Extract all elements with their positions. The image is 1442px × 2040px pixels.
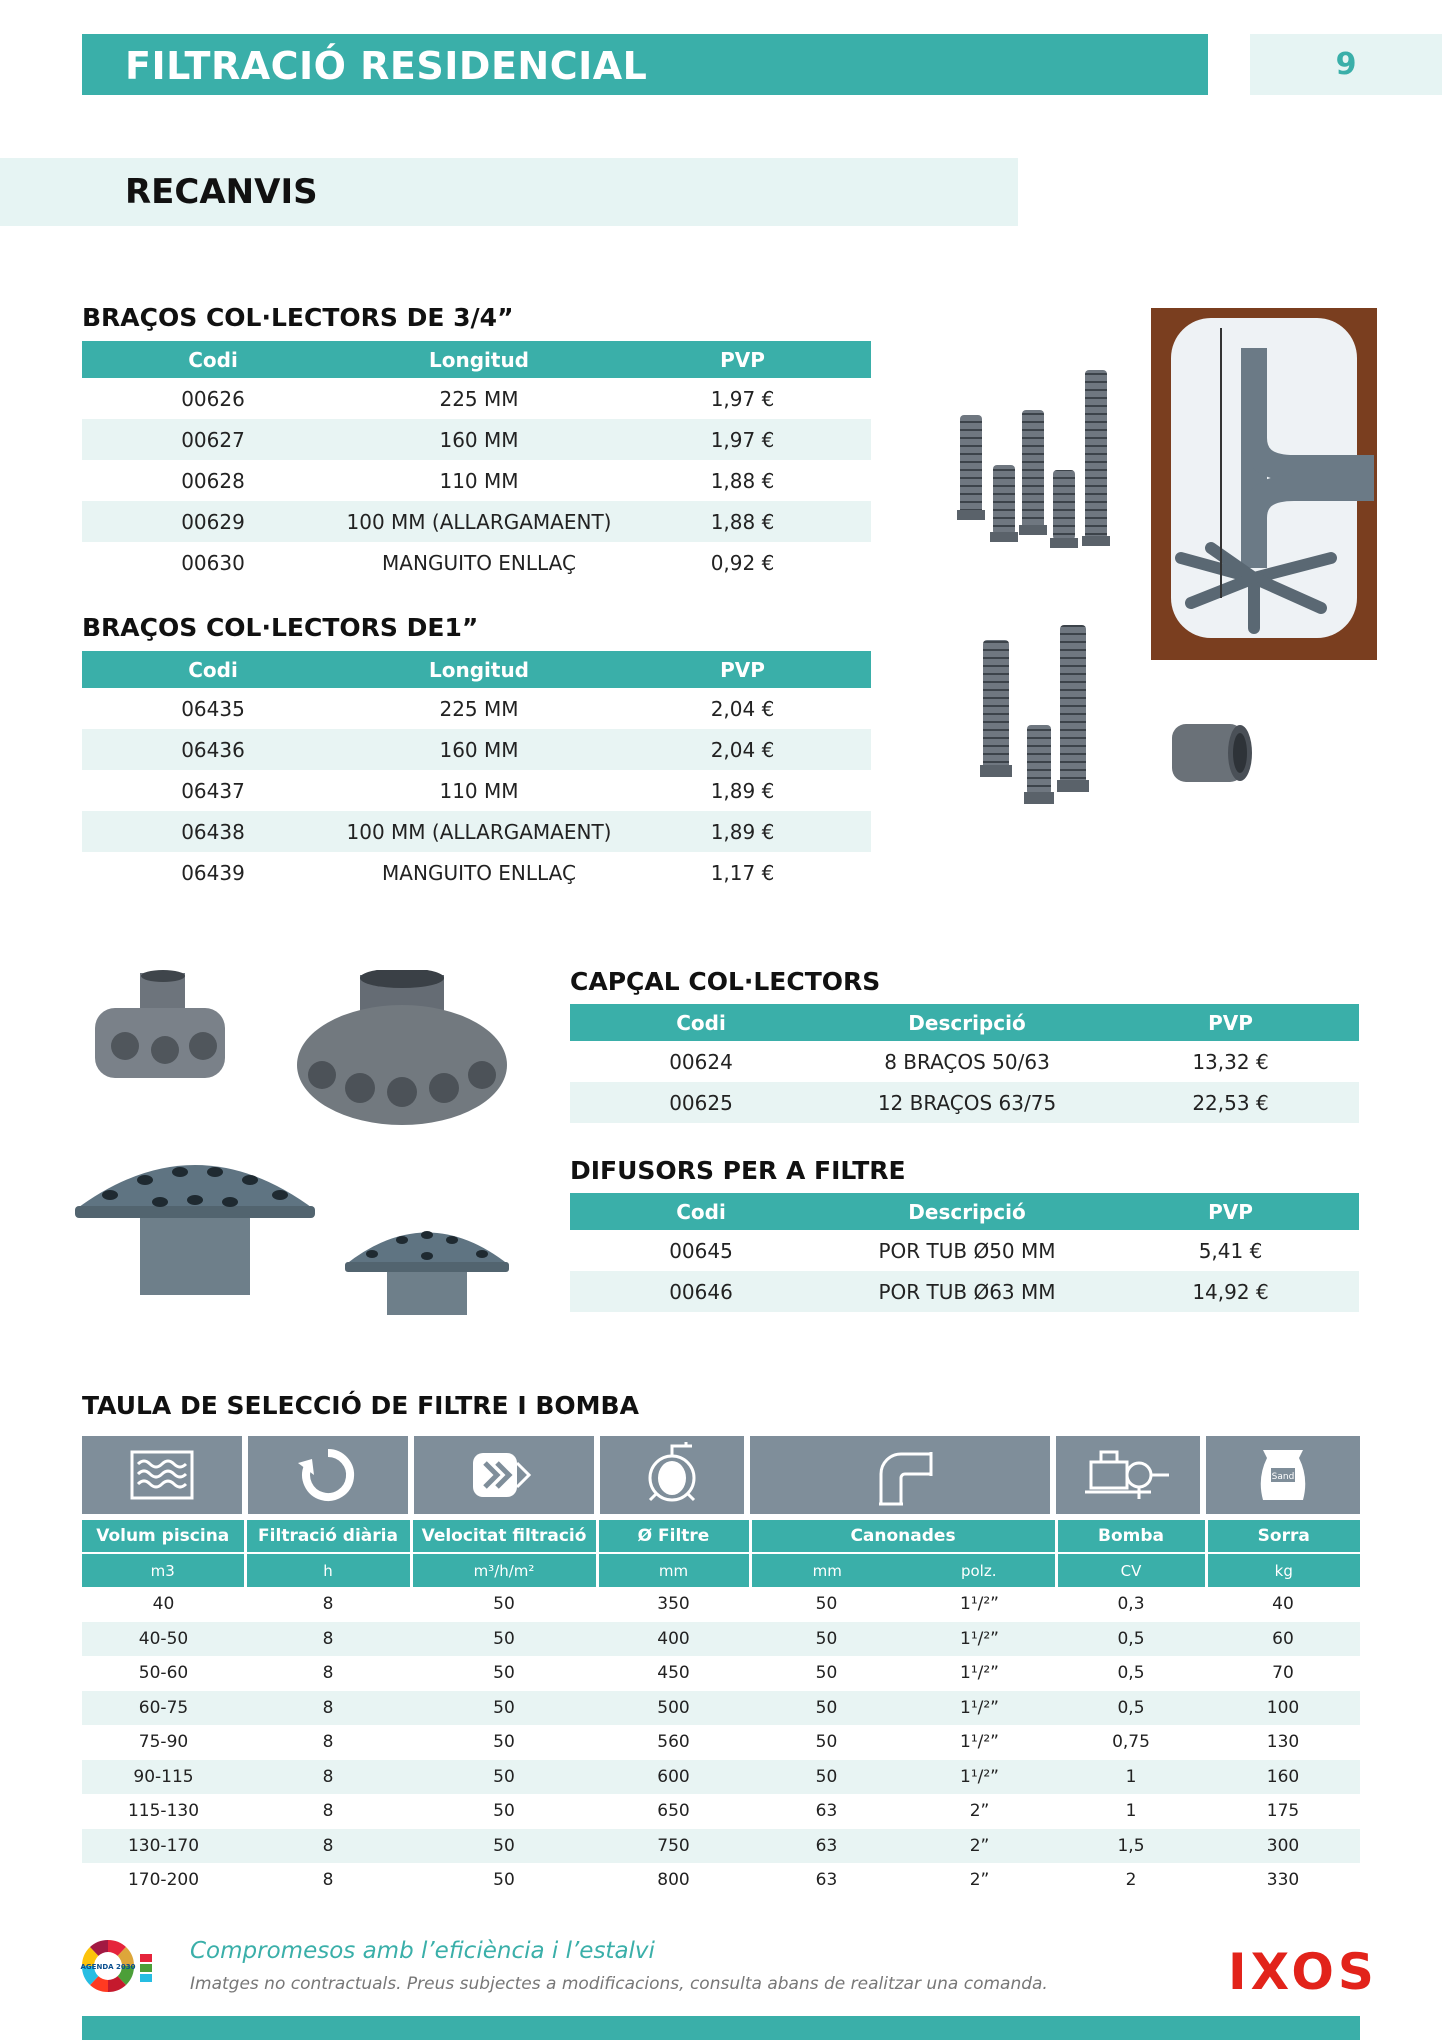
cell-filter-diameter: 400 [597, 1622, 750, 1657]
table-row [570, 1041, 1359, 1082]
pump-icon [1056, 1436, 1200, 1514]
cell-daily-filtration: 8 [245, 1622, 411, 1657]
cell-filter-diameter: 650 [657, 1801, 690, 1822]
cell-daily-filtration: 8 [245, 1691, 411, 1726]
table-row [82, 1691, 1360, 1726]
column-header: PVP [1102, 1193, 1359, 1230]
cell-sand-kg: 300 [1206, 1829, 1360, 1864]
column-header: Descripció [832, 1004, 1102, 1041]
cell-pump-cv: 1 [1056, 1760, 1206, 1795]
cell-filtration-speed: 50 [411, 1691, 597, 1726]
cell-filter-diameter: 350 [657, 1594, 690, 1615]
agenda-2030-logo [80, 1938, 162, 1994]
cell-length: 100 MM (ALLARGAMAENT) [344, 501, 614, 542]
table-row [82, 770, 871, 811]
cell-length: 225 MM [439, 696, 519, 721]
cell-filtration-speed: 50 [493, 1594, 515, 1615]
cell-daily-filtration: 8 [322, 1870, 334, 1891]
cell-daily-filtration: 8 [322, 1732, 334, 1753]
cell-code: 06437 [181, 778, 245, 803]
cell-pipe-mm: 63 [750, 1829, 903, 1864]
diffuser-50-image [70, 1140, 320, 1300]
cell-pump-cv: 2 [1125, 1870, 1137, 1891]
cell-pipe-inch: 2” [903, 1829, 1056, 1864]
unit-cell: mm [597, 1553, 750, 1587]
table-row [82, 688, 871, 729]
cell-filtration-speed: 50 [493, 1801, 515, 1822]
cell-length: 110 MM [439, 778, 519, 803]
cell-price: 1,97 € [710, 386, 775, 411]
cell-pump-cv: 1,5 [1056, 1829, 1206, 1864]
cell-pipe-inch: 2” [969, 1801, 990, 1822]
selection-icon-row [82, 1436, 1360, 1514]
cell-code: 00646 [570, 1271, 832, 1312]
cell-sand-kg: 175 [1266, 1801, 1300, 1822]
table-row [82, 1725, 1360, 1760]
column-header: PVP [1102, 1004, 1359, 1041]
collector-arms-34-image [945, 360, 1125, 560]
unit-cell: polz. [903, 1553, 1056, 1587]
cell-price: 1,89 € [614, 811, 871, 852]
cell-filter-diameter: 560 [657, 1732, 690, 1753]
cell-pipe-inch: 1¹/²” [960, 1594, 999, 1615]
cell-code: 00625 [570, 1082, 832, 1123]
cell-volume: 75-90 [138, 1732, 189, 1753]
cell-volume: 40-50 [82, 1622, 245, 1657]
cell-length: MANGUITO ENLLAÇ [382, 550, 576, 575]
sand-bag-label: Sand [1271, 1472, 1295, 1482]
cell-filtration-speed: 50 [493, 1732, 515, 1753]
headers-title: CAPÇAL COL·LECTORS [570, 967, 881, 996]
cell-price: 1,89 € [710, 778, 775, 803]
cell-price: 14,92 € [1102, 1271, 1359, 1312]
cell-pipe-mm: 50 [815, 1663, 838, 1684]
cell-sand-kg: 100 [1206, 1691, 1360, 1726]
filter-tank-icon [600, 1436, 744, 1514]
cell-pipe-mm: 63 [815, 1870, 838, 1891]
column-header: Descripció [832, 1193, 1102, 1230]
large-collector-header-image [292, 970, 512, 1135]
cell-volume: 130-170 [82, 1829, 245, 1864]
table-row [82, 419, 871, 460]
cell-code: 00629 [82, 501, 344, 542]
cell-price: 1,88 € [710, 468, 775, 493]
table-row [82, 542, 871, 583]
cell-price: 13,32 € [1192, 1049, 1269, 1074]
table-row [570, 1082, 1359, 1123]
cell-code: 00645 [669, 1238, 733, 1263]
selection-table [82, 1520, 1360, 1898]
cell-description: 12 BRAÇOS 63/75 [832, 1082, 1102, 1123]
footer-bar [82, 2016, 1360, 2040]
column-header: PVP [614, 341, 871, 378]
cell-code: 06435 [181, 696, 245, 721]
cell-pump-cv: 0,3 [1117, 1594, 1145, 1615]
cell-daily-filtration: 8 [245, 1760, 411, 1795]
cell-filtration-speed: 50 [411, 1622, 597, 1657]
page-title: FILTRACIÓ RESIDENCIAL [125, 44, 648, 88]
cell-daily-filtration: 8 [245, 1829, 411, 1864]
brand-logo: IXOS [1228, 1943, 1378, 2001]
cell-length: 100 MM (ALLARGAMAENT) [344, 811, 614, 852]
diffuser-63-image [342, 1210, 512, 1320]
cell-sand-kg: 70 [1272, 1663, 1294, 1684]
cell-price: 2,04 € [614, 729, 871, 770]
unit-cell: m³/h/m² [411, 1553, 597, 1587]
cell-sand-kg: 40 [1272, 1594, 1294, 1615]
cell-sand-kg: 160 [1206, 1760, 1360, 1795]
rotation-icon [248, 1436, 408, 1514]
table-row [82, 729, 871, 770]
cell-code: 00630 [181, 550, 245, 575]
cell-description: POR TUB Ø63 MM [832, 1271, 1102, 1312]
cell-pipe-inch: 1¹/²” [960, 1663, 999, 1684]
column-header: Codi [82, 341, 344, 378]
column-header: Bomba [1056, 1520, 1206, 1553]
cell-pipe-mm: 50 [750, 1760, 903, 1795]
column-header: Velocitat filtració [411, 1520, 597, 1553]
cell-filter-diameter: 800 [657, 1870, 690, 1891]
table-row [82, 1829, 1360, 1864]
arms-34-title: BRAÇOS COL·LECTORS DE 3/4” [82, 303, 514, 332]
cell-volume: 60-75 [82, 1691, 245, 1726]
unit-cell: h [245, 1553, 411, 1587]
cell-code: 06438 [82, 811, 344, 852]
table-row [570, 1230, 1359, 1271]
cell-volume: 90-115 [82, 1760, 245, 1795]
cell-pipe-inch: 1¹/²” [903, 1691, 1056, 1726]
cell-pipe-mm: 63 [815, 1801, 838, 1822]
page-number: 9 [1250, 34, 1442, 95]
cell-volume: 50-60 [138, 1663, 189, 1684]
cell-price: 0,92 € [710, 550, 775, 575]
small-collector-header-image [85, 968, 245, 1088]
cell-sand-kg: 130 [1266, 1732, 1300, 1753]
table-row [82, 501, 871, 542]
table-row [82, 1622, 1360, 1657]
coupling-sleeve-image [1168, 718, 1256, 788]
diffusers-title: DIFUSORS PER A FILTRE [570, 1156, 906, 1185]
table-row [570, 1271, 1359, 1312]
cell-pipe-inch: 1¹/²” [960, 1732, 999, 1753]
cell-volume: 115-130 [127, 1801, 200, 1822]
column-header: Longitud [344, 341, 614, 378]
cell-volume: 170-200 [127, 1870, 200, 1891]
column-header: Codi [82, 651, 344, 688]
cell-pipe-mm: 50 [750, 1622, 903, 1657]
filter-interior-image [1151, 308, 1377, 660]
cell-pipe-inch: 1¹/²” [903, 1760, 1056, 1795]
cell-sand-kg: 60 [1206, 1622, 1360, 1657]
cell-volume: 40 [152, 1594, 175, 1615]
column-header: PVP [614, 651, 871, 688]
cell-filtration-speed: 50 [411, 1760, 597, 1795]
arms-1-title: BRAÇOS COL·LECTORS DE1” [82, 613, 479, 642]
cell-pipe-mm: 50 [750, 1691, 903, 1726]
table-row [82, 460, 871, 501]
cell-price: 2,04 € [710, 696, 775, 721]
column-header: Longitud [344, 651, 614, 688]
cell-pump-cv: 0,75 [1112, 1732, 1150, 1753]
cell-price: 1,97 € [614, 419, 871, 460]
sand-bag-icon [1206, 1436, 1360, 1514]
column-header: Filtració diària [245, 1520, 411, 1553]
table-row [82, 1587, 1360, 1622]
cell-pump-cv: 0,5 [1117, 1663, 1145, 1684]
cell-filtration-speed: 50 [411, 1829, 597, 1864]
cell-code: 00627 [82, 419, 344, 460]
cell-daily-filtration: 8 [322, 1801, 334, 1822]
diffusers-table [570, 1193, 1359, 1312]
cell-code: 00624 [669, 1049, 733, 1074]
cell-price: 1,17 € [710, 860, 775, 885]
selection-title: TAULA DE SELECCIÓ DE FILTRE I BOMBA [82, 1391, 639, 1420]
cell-filter-diameter: 450 [657, 1663, 690, 1684]
table-row [82, 378, 871, 419]
arms-34-table [82, 341, 871, 583]
cell-price: 1,88 € [614, 501, 871, 542]
cell-filter-diameter: 600 [597, 1760, 750, 1795]
column-header: Codi [570, 1193, 832, 1230]
collector-arms-1-image [975, 620, 1095, 810]
footer-slogan: Compromesos amb l’eficiència i l’estalvi [190, 1938, 655, 1964]
pipe-elbow-icon [750, 1436, 1050, 1514]
cell-filtration-speed: 50 [493, 1870, 515, 1891]
cell-pump-cv: 0,5 [1056, 1622, 1206, 1657]
cell-length: 225 MM [439, 386, 519, 411]
table-row [82, 852, 871, 893]
cell-pump-cv: 0,5 [1056, 1691, 1206, 1726]
footer-disclaimer: Imatges no contractuals. Preus subjectes a modificacions, consulta abans de realitzar una comanda. [190, 1974, 1048, 1994]
cell-description: 8 BRAÇOS 50/63 [884, 1049, 1050, 1074]
cell-code: 06439 [181, 860, 245, 885]
table-row [82, 1794, 1360, 1829]
cell-code: 06436 [82, 729, 344, 770]
cell-filtration-speed: 50 [493, 1663, 515, 1684]
cell-filter-diameter: 500 [597, 1691, 750, 1726]
cell-daily-filtration: 8 [322, 1594, 334, 1615]
table-row [82, 1760, 1360, 1795]
table-row [82, 1656, 1360, 1691]
cell-pump-cv: 1 [1125, 1801, 1137, 1822]
cell-price: 22,53 € [1102, 1082, 1359, 1123]
column-header: Canonades [750, 1520, 1056, 1553]
cell-pipe-inch: 2” [969, 1870, 990, 1891]
agenda-label: AGENDA 2030 [80, 1963, 136, 1971]
cell-length: MANGUITO ENLLAÇ [382, 860, 576, 885]
table-row [82, 811, 871, 852]
cell-length: 160 MM [344, 419, 614, 460]
unit-cell: CV [1056, 1553, 1206, 1587]
unit-cell: m3 [82, 1553, 245, 1587]
cell-pipe-mm: 50 [815, 1594, 838, 1615]
cell-description: POR TUB Ø50 MM [878, 1238, 1056, 1263]
cell-length: 110 MM [439, 468, 519, 493]
unit-cell: mm [750, 1553, 903, 1587]
table-row [82, 1863, 1360, 1898]
headers-table [570, 1004, 1359, 1123]
cell-filter-diameter: 750 [597, 1829, 750, 1864]
cell-code: 00628 [181, 468, 245, 493]
column-header: Ø Filtre [597, 1520, 750, 1553]
section-title: RECANVIS [125, 172, 318, 212]
speed-arrows-icon [414, 1436, 594, 1514]
cell-pipe-mm: 50 [815, 1732, 838, 1753]
cell-price: 5,41 € [1198, 1238, 1263, 1263]
cell-code: 00626 [181, 386, 245, 411]
cell-sand-kg: 330 [1266, 1870, 1300, 1891]
cell-daily-filtration: 8 [322, 1663, 334, 1684]
column-header: Codi [570, 1004, 832, 1041]
column-header: Volum piscina [82, 1520, 245, 1553]
column-header: Sorra [1206, 1520, 1360, 1553]
arms-1-table [82, 651, 871, 893]
cell-length: 160 MM [344, 729, 614, 770]
cell-pipe-inch: 1¹/²” [903, 1622, 1056, 1657]
water-waves-icon [82, 1436, 242, 1514]
unit-cell: kg [1206, 1553, 1360, 1587]
